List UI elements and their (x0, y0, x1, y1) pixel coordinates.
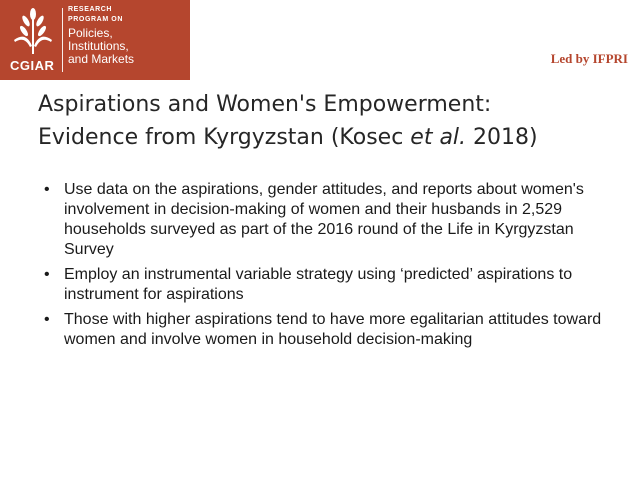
program-name-2: Institutions, (68, 39, 129, 53)
logo-divider (62, 8, 63, 72)
cgiar-wordmark: CGIAR (10, 58, 55, 73)
program-name-1: Policies, (68, 26, 113, 40)
title-line-2-pre: Evidence from Kyrgyzstan (Kosec (38, 125, 411, 150)
cgiar-logo-block (0, 0, 190, 80)
bullet-item (44, 310, 614, 350)
program-name-3: and Markets (68, 52, 135, 66)
bullet-dot: • (44, 266, 50, 283)
bullet-item (44, 180, 614, 260)
title-line-2-post: 2018) (466, 125, 538, 150)
bullet-text: Those with higher aspirations tend to have more egalitarian attitudes toward women and involve women in household decision-making (64, 311, 602, 348)
bullet-list (44, 180, 614, 355)
bullet-text: Use data on the aspirations, gender attitudes, and reports about women's involvement in decision-making of women and their husbands in 2,529 households surveyed as part of the 2016 round of the Life in Kyrgyzstan Survey (64, 181, 584, 258)
led-by-ifpri: Led by IFPRI (550, 51, 628, 66)
bullet-dot: • (44, 311, 50, 328)
slide-title (38, 88, 628, 154)
program-line-1: RESEARCH (68, 6, 113, 13)
program-line-2: PROGRAM ON (68, 16, 123, 23)
bullet-item (44, 265, 614, 305)
wheat-sprig-icon (8, 6, 56, 56)
bullet-text: Employ an instrumental variable strategy using ‘predicted’ aspirations to instrument for aspirations (64, 266, 573, 303)
title-line-2-italic: et al. (410, 125, 467, 150)
bullet-dot: • (44, 181, 50, 198)
title-line-1: Aspirations and Women's Empowerment: (38, 92, 492, 117)
